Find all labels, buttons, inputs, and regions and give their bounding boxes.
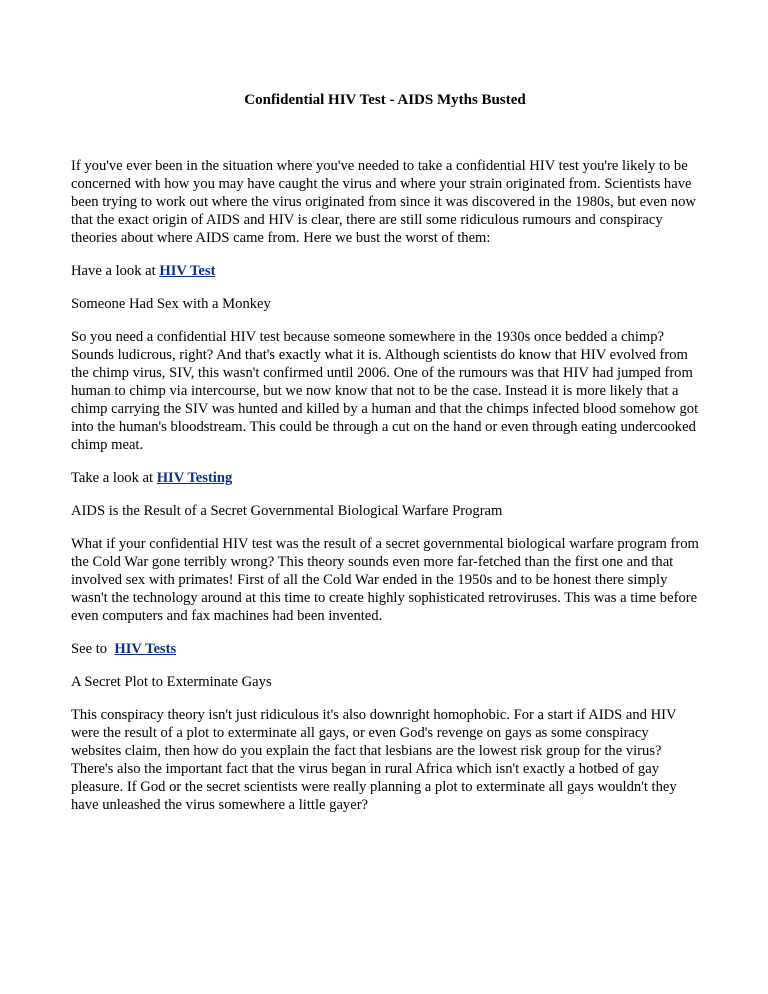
link-prefix: Take a look at xyxy=(71,470,157,486)
section-heading-warfare: AIDS is the Result of a Secret Governmental Biological Warfare Program xyxy=(71,503,503,519)
link-line-hiv-testing xyxy=(71,469,699,487)
page-title: Confidential HIV Test - AIDS Myths Busted xyxy=(244,92,526,108)
link-line-hiv-tests xyxy=(71,640,699,658)
hiv-test-link[interactable]: HIV Test xyxy=(159,263,216,279)
link-prefix: Have a look at xyxy=(71,263,160,279)
section-body-monkey: So you need a confidential HIV test because someone somewhere in the 1930s once bedded a chimp? Sounds ludicrous, right? And that's exactly what it is. Although scientists do know that HIV evolved from the chimp virus, SIV, this wasn't confirmed until 2006. One of the rumours was that HIV had jumped from human to chimp via intercourse, but we now know that not to be the case. Instead it is more likely that a chimp carrying the SIV was hunted and killed by a human and that the chimps infected blood somehow got into the human's bloodstream. This could be through a cut on the hand or even through eating undercooked chimp meat. xyxy=(71,329,699,453)
hiv-tests-link[interactable]: HIV Tests xyxy=(114,641,177,657)
link-prefix: See to xyxy=(71,641,115,657)
link-line-hiv-test xyxy=(71,262,699,280)
section-body-plot: This conspiracy theory isn't just ridiculous it's also downright homophobic. For a start if AIDS and HIV were the result of a plot to exterminate all gays, or even God's revenge on gays as some conspiracy websites claim, then how do you explain the fact that lesbians are the lowest risk group for the virus? There's also the important fact that the virus began in rural Africa which isn't exactly a hotbed of gay pleasure. If God or the secret scientists were really planning a plot to exterminate all gays wouldn't they have unleashed the virus somewhere a little gayer? xyxy=(71,707,677,813)
section-heading-plot: A Secret Plot to Exterminate Gays xyxy=(71,674,272,690)
intro-paragraph: If you've ever been in the situation where you've needed to take a confidential HIV test you're likely to be concerned with how you may have caught the virus and where your strain originated from. Scientists have been trying to work out where the virus originated from since it was discovered in the 1980s, but even now that the exact origin of AIDS and HIV is clear, there are still some ridiculous rumours and conspiracy theories about where AIDS came from. Here we bust the worst of them: xyxy=(71,158,696,246)
section-heading-monkey: Someone Had Sex with a Monkey xyxy=(71,296,271,312)
section-body-warfare: What if your confidential HIV test was the result of a secret governmental biological warfare program from the Cold War gone terribly wrong? This theory sounds even more far-fetched than the first one and that involved sex with primates! First of all the Cold War ended in the 1950s and to be honest there simply wasn't the technology around at this time to create highly sophisticated retroviruses. This was a time before even computers and fax machines had been invented. xyxy=(71,536,699,624)
document-page xyxy=(71,90,699,829)
hiv-testing-link[interactable]: HIV Testing xyxy=(156,470,233,486)
